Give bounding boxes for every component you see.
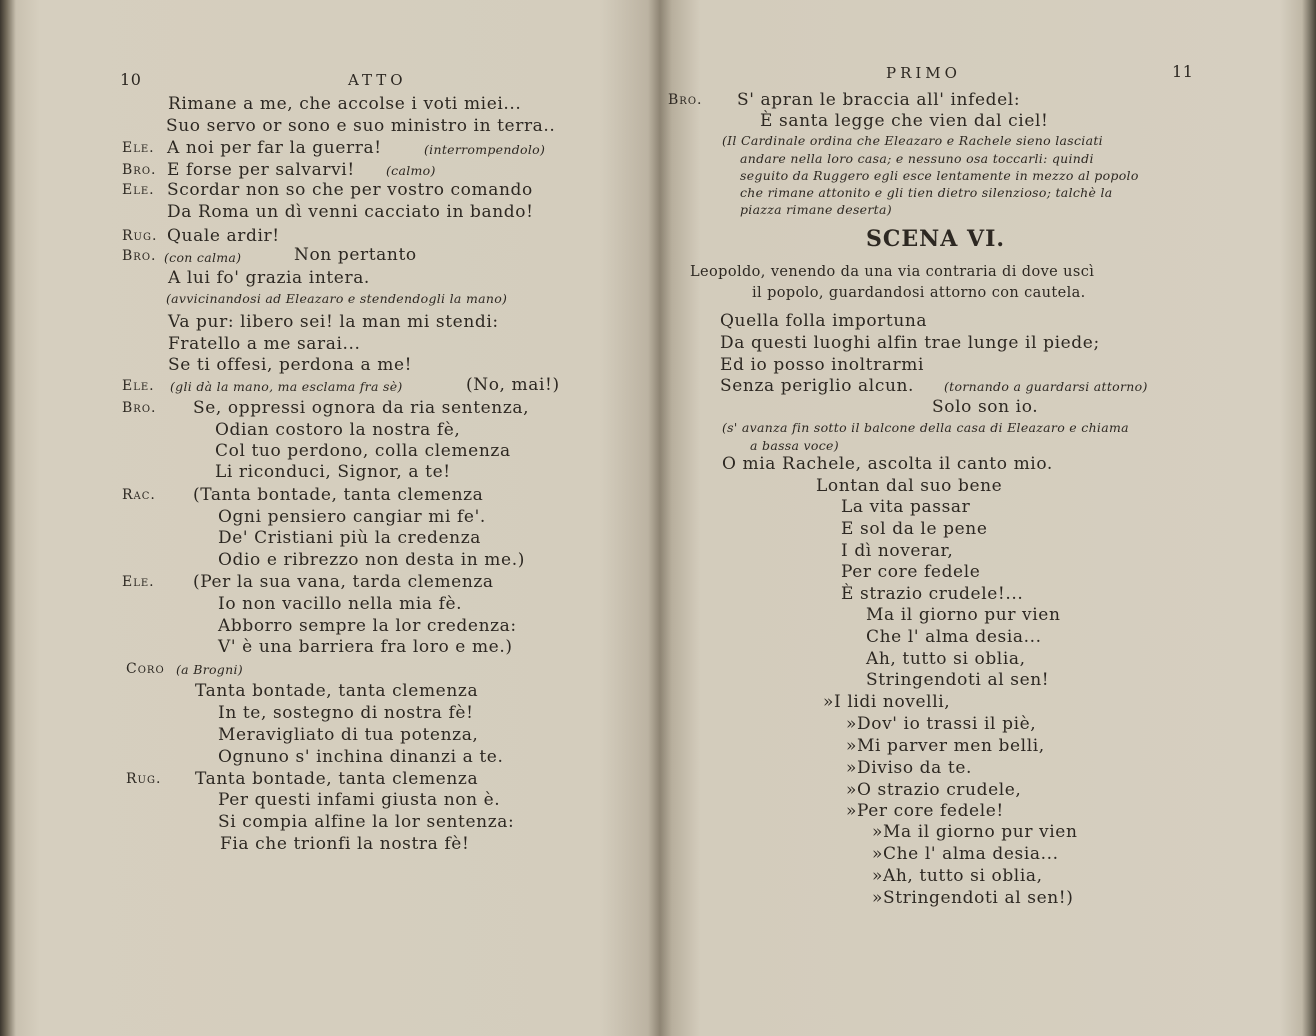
verse-line: »O strazio crudele, <box>846 780 1022 800</box>
verse-line: In te, sostegno di nostra fè! <box>218 703 474 723</box>
verse-line: (Per la sua vana, tarda clemenza <box>193 572 494 592</box>
verse-line: Col tuo perdono, colla clemenza <box>215 441 511 461</box>
verse-line: Tanta bontade, tanta clemenza <box>195 769 479 789</box>
verse-line: È santa legge che vien dal ciel! <box>760 111 1049 131</box>
verse-line: Abborro sempre la lor credenza: <box>218 616 517 636</box>
verse-line: Odio e ribrezzo non desta in me.) <box>218 550 525 570</box>
verse-line: Ma il giorno pur vien <box>866 605 1061 625</box>
speaker-label: Coro <box>126 661 165 677</box>
speaker-label: Ele. <box>122 182 155 198</box>
verse-line: A noi per far la guerra! <box>167 138 382 158</box>
verse-line: Suo servo or sono e suo ministro in terra.. <box>166 116 556 136</box>
stage-direction: (tornando a guardarsi attorno) <box>944 379 1148 394</box>
verse-line: Fia che trionfi la nostra fè! <box>220 834 470 854</box>
stage-direction: Leopoldo, venendo da una via contraria di dove uscì <box>690 264 1095 280</box>
running-head: PRIMO <box>886 64 961 82</box>
verse-line: Se, oppressi ognora da ria sentenza, <box>193 398 530 418</box>
scene-heading: SCENA VI. <box>866 226 1006 252</box>
page-number: 10 <box>120 70 142 89</box>
stage-direction: piazza rimane deserta) <box>740 202 892 217</box>
verse-line: Stringendoti al sen! <box>866 670 1050 690</box>
speaker-label: Rug. <box>122 228 158 244</box>
verse-line: È strazio crudele!... <box>841 584 1024 604</box>
verse-line: Da Roma un dì venni cacciato in bando! <box>167 202 534 222</box>
verse-line: Lontan dal suo bene <box>816 476 1003 496</box>
stage-direction: (interrompendolo) <box>424 142 546 157</box>
verse-line: »I lidi novelli, <box>823 692 951 712</box>
stage-direction: (s' avanza fin sotto il balcone della casa di Eleazaro e chiama <box>722 420 1129 435</box>
stage-direction: (a Brogni) <box>176 662 243 677</box>
verse-line: »Per core fedele! <box>846 801 1004 821</box>
verse-line: »Ah, tutto si oblia, <box>872 866 1043 886</box>
verse-line: Se ti offesi, perdona a me! <box>168 355 413 375</box>
speaker-label: Rac. <box>122 487 156 503</box>
stage-direction: (con calma) <box>164 250 242 265</box>
verse-line: Per core fedele <box>841 562 981 582</box>
verse-line: »Che l' alma desia... <box>872 844 1059 864</box>
verse-line: Tanta bontade, tanta clemenza <box>195 681 479 701</box>
verse-line: Quale ardir! <box>167 226 280 246</box>
speaker-label: Ele. <box>122 378 155 394</box>
verse-line: Ogni pensiero cangiar mi fe'. <box>218 507 486 527</box>
verse-line: Ognuno s' inchina dinanzi a te. <box>218 747 504 767</box>
speaker-label: Rug. <box>126 771 162 787</box>
speaker-label: Bro. <box>122 248 157 264</box>
verse-line: Scordar non so che per vostro comando <box>167 180 533 200</box>
verse-line: O mia Rachele, ascolta il canto mio. <box>722 454 1053 474</box>
verse-line: La vita passar <box>841 497 971 517</box>
verse-line: »Mi parver men belli, <box>846 736 1045 756</box>
verse-line: Quella folla importuna <box>720 311 928 331</box>
verse-line: »Stringendoti al sen!) <box>872 888 1074 908</box>
verse-line: (No, mai!) <box>466 375 560 395</box>
speaker-label: Bro. <box>668 92 703 108</box>
verse-line: Fratello a me sarai... <box>168 334 361 354</box>
verse-line: Per questi infami giusta non è. <box>218 790 501 810</box>
stage-direction: andare nella loro casa; e nessuno osa toccarli: quindi <box>740 151 1094 166</box>
verse-line: Che l' alma desia... <box>866 627 1042 647</box>
speaker-label: Ele. <box>122 140 155 156</box>
stage-direction: seguito da Ruggero egli esce lentamente in mezzo al popolo <box>740 168 1139 183</box>
stage-direction: il popolo, guardandosi attorno con cautela. <box>752 285 1086 301</box>
verse-line: »Diviso da te. <box>846 758 972 778</box>
page-number: 11 <box>1172 62 1194 81</box>
stage-direction: (avvicinandosi ad Eleazaro e stendendogli la mano) <box>166 291 508 306</box>
verse-line: Va pur: libero sei! la man mi stendi: <box>168 312 499 332</box>
verse-line: »Ma il giorno pur vien <box>872 822 1078 842</box>
verse-line: De' Cristiani più la credenza <box>218 528 481 548</box>
verse-line: I dì noverar, <box>841 541 954 561</box>
verse-line: Ah, tutto si oblia, <box>866 649 1026 669</box>
verse-line: Odian costoro la nostra fè, <box>215 420 461 440</box>
speaker-label: Ele. <box>122 574 155 590</box>
stage-direction: che rimane attonito e gli tien dietro silenzioso; talchè la <box>740 185 1113 200</box>
verse-line: (Tanta bontade, tanta clemenza <box>193 485 484 505</box>
verse-line: E forse per salvarvi! <box>167 160 355 180</box>
verse-line: »Dov' io trassi il piè, <box>846 714 1037 734</box>
stage-direction: (gli dà la mano, ma esclama fra sè) <box>170 379 403 394</box>
stage-direction: (calmo) <box>386 163 436 178</box>
verse-line: Rimane a me, che accolse i voti miei... <box>168 94 522 114</box>
verse-line: Solo son io. <box>932 397 1039 417</box>
verse-line: E sol da le pene <box>841 519 988 539</box>
speaker-label: Bro. <box>122 162 157 178</box>
verse-line: Da questi luoghi alfin trae lunge il piede; <box>720 333 1100 353</box>
running-head: ATTO <box>348 71 407 89</box>
verse-line: Non pertanto <box>294 245 417 265</box>
verse-line: Meravigliato di tua potenza, <box>218 725 479 745</box>
verse-line: Li riconduci, Signor, a te! <box>215 462 451 482</box>
stage-direction: (Il Cardinale ordina che Eleazaro e Rachele sieno lasciati <box>722 133 1103 148</box>
verse-line: S' apran le braccia all' infedel: <box>737 90 1021 110</box>
verse-line: A lui fo' grazia intera. <box>168 268 370 288</box>
verse-line: Si compia alfine la lor sentenza: <box>218 812 515 832</box>
verse-line: Io non vacillo nella mia fè. <box>218 594 463 614</box>
stage-direction: a bassa voce) <box>750 438 839 453</box>
right-page <box>660 0 1316 1036</box>
verse-line: Senza periglio alcun. <box>720 376 915 396</box>
speaker-label: Bro. <box>122 400 157 416</box>
verse-line: Ed io posso inoltrarmi <box>720 355 925 375</box>
verse-line: V' è una barriera fra loro e me.) <box>218 637 513 657</box>
